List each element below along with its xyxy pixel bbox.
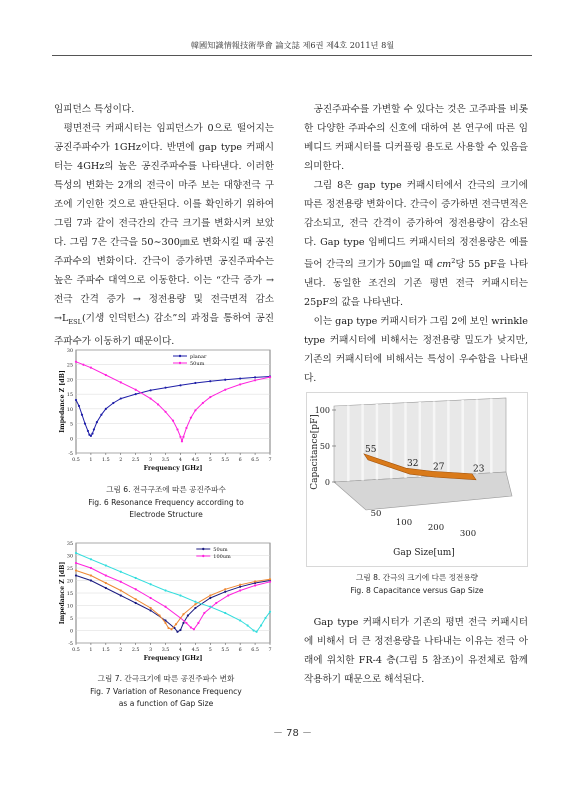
data-point — [164, 589, 166, 591]
data-point — [182, 622, 184, 624]
fig6-caption-en2: Electrode Structure — [129, 510, 203, 519]
left-paragraph-1 — [54, 119, 274, 351]
y-tick-label: -5 — [68, 642, 73, 647]
right-paragraph-1 — [304, 176, 528, 312]
data-point — [164, 387, 166, 389]
data-point — [224, 389, 226, 391]
data-point — [164, 411, 166, 413]
data-point — [75, 552, 77, 554]
data-point — [194, 601, 196, 603]
left-paragraph-1-text: 평면전극 커패시터는 임피던스가 0으로 떨어지는 공진주파수가 1GHz이다. 반면에 gap type 커패시터는 4GHz의 높은 공진주파수를 나타낸다. 이러한 특성의 변화는 2개의 전극이 마주 보는 대향전극 구조에 기인한 것으로 판단된다. 이를 확인하기 위하여 그림 7과 같이 전극간의 간극 크기를 변화시켜 보았다. 그림 7은 간극을 50∼300㎛로 변화시킬 때 공진주파수의 변화이다. 간극이 증가하면 공진주파수는 높은 주파수 대역으로 이동한다. 이는 “간극 증가 → 전극 간격 증가 → 정전용량 및 전극면적 감소→L — [54, 123, 274, 324]
x-tick-label: 2 — [119, 458, 123, 463]
y-tick-label: 5 — [69, 617, 73, 622]
data-point — [150, 583, 152, 585]
data-point — [190, 417, 192, 419]
data-point — [264, 617, 266, 619]
x-tick-label: 3 — [149, 648, 153, 653]
data-point — [120, 594, 122, 596]
data-point — [84, 422, 86, 424]
y-tick-label: 50 — [319, 442, 330, 451]
cm-unit: cm — [436, 259, 452, 271]
x-tick-label: 6.5 — [251, 458, 259, 463]
data-point — [185, 427, 187, 429]
legend-label: 100um — [213, 554, 231, 560]
y-tick-label: 25 — [66, 567, 73, 572]
x-axis-label: Gap Size[um] — [393, 548, 455, 558]
data-point — [269, 376, 271, 378]
fig6-caption — [56, 484, 276, 522]
x-tick-label: 4.5 — [191, 648, 200, 653]
left-paragraph-1-tail: (기생 인덕턴스) 감소”의 과정을 통하여 공진주파수가 이동하기 때문이다. — [54, 313, 274, 347]
y-tick-label: 20 — [66, 378, 73, 384]
x-tick-label: 7 — [268, 458, 272, 463]
x-tick-label: 2.5 — [131, 648, 140, 653]
bottom-right-text — [304, 613, 528, 689]
data-point — [91, 432, 93, 434]
x-tick-label: 2 — [119, 648, 123, 653]
fig7-gap-resonance-chart — [56, 538, 276, 670]
y-axis-label: Impedance Z [dB] — [59, 370, 66, 433]
data-point — [239, 383, 241, 385]
x-tick-label: 2.5 — [131, 458, 140, 463]
x-tick-label: 3 — [149, 458, 153, 463]
y-tick-label: 0 — [69, 437, 73, 443]
data-point — [269, 581, 271, 583]
data-point — [90, 435, 92, 437]
data-point — [224, 588, 226, 590]
page-number: － 78 － — [272, 728, 313, 739]
data-point — [254, 584, 256, 586]
data-point — [254, 580, 256, 582]
data-point — [247, 624, 249, 626]
data-point — [194, 409, 196, 411]
data-point — [181, 440, 183, 442]
data-point — [269, 578, 271, 580]
data-label: 27 — [433, 462, 445, 473]
x-tick-label: 0.5 — [72, 648, 80, 653]
data-point — [158, 614, 160, 616]
esl-subscript: ESL — [68, 317, 82, 326]
x-tick-label: 1.5 — [102, 458, 110, 463]
data-point — [78, 405, 80, 407]
data-point — [150, 389, 152, 391]
y-tick-label: 35 — [66, 542, 73, 547]
data-point — [209, 380, 211, 382]
data-point — [260, 624, 262, 626]
fig8-caption-en: Fig. 8 Capacitance versus Gap Size — [350, 585, 484, 595]
data-point — [135, 602, 137, 604]
fig6-caption-en1: Fig. 6 Resonance Frequency according to — [88, 497, 244, 507]
right-paragraph-3: Gap type 커패시터가 기존의 평면 전극 커패시터에 비해서 더 큰 정전용량을 나타내는 이유는 전극 아래에 위치한 FR-4 층(그림 5 참조)이 유전체로 함께 작용하기 때문으로 해석된다. — [304, 617, 528, 685]
y-tick-label: 20 — [66, 579, 73, 585]
data-point — [170, 628, 172, 630]
legend-marker — [179, 355, 181, 357]
data-point — [182, 613, 184, 615]
data-point — [194, 607, 196, 609]
y-tick-label: 15 — [66, 592, 73, 597]
data-point — [120, 381, 122, 383]
data-point — [105, 587, 107, 589]
right-paragraph-2: 이는 gap type 커패시터가 그림 2에 보인 wrinkle type 커패시터에 비해서는 정전용량 밀도가 낮지만, 기존의 커패시터에 비해서는 특성이 우수함을 나타낸다. — [304, 316, 528, 385]
x-tick-label: 4 — [178, 458, 182, 463]
data-point — [100, 414, 102, 416]
x-tick-label: 6.5 — [251, 648, 259, 653]
data-point — [197, 622, 199, 624]
data-point — [90, 558, 92, 560]
data-point — [75, 361, 77, 363]
data-point — [75, 399, 77, 401]
data-point — [150, 597, 152, 599]
data-point — [239, 584, 241, 586]
data-point — [176, 631, 178, 633]
right-column — [304, 100, 528, 388]
data-point — [81, 414, 83, 416]
data-point — [194, 603, 196, 605]
y-tick-label: 10 — [66, 604, 73, 610]
data-point — [224, 379, 226, 381]
data-point — [75, 569, 77, 571]
data-point — [112, 402, 114, 404]
data-point — [185, 622, 187, 624]
x-tick-label: 7 — [268, 648, 272, 653]
legend-marker — [179, 362, 181, 364]
data-point — [87, 430, 89, 432]
data-point — [239, 377, 241, 379]
fig6-resonance-chart — [56, 345, 276, 480]
data-point — [93, 428, 95, 430]
data-point — [252, 629, 254, 631]
data-point — [175, 623, 177, 625]
data-point — [105, 408, 107, 410]
left-paragraph-0: 임피던스 특성이다. — [54, 104, 135, 115]
data-point — [135, 389, 137, 391]
y-tick-label: 15 — [66, 393, 73, 399]
fig8-capacitance-3d-chart — [306, 392, 528, 567]
x-tick-label: 3.5 — [161, 648, 170, 653]
y-tick-label: 0 — [324, 478, 330, 487]
data-label: 55 — [365, 444, 377, 455]
cm-exponent: 2 — [451, 257, 456, 265]
data-point — [90, 579, 92, 581]
data-point — [227, 594, 229, 596]
journal-header: 韓國知識情報技術學會 論文誌 제6권 제4호 2011년 8월 — [190, 40, 395, 50]
data-point — [120, 581, 122, 583]
x-tick-label: 1 — [89, 648, 93, 653]
y-tick-label: 100 — [314, 406, 330, 415]
left-column — [54, 100, 274, 351]
data-point — [105, 374, 107, 376]
data-point — [209, 606, 211, 608]
data-label: 23 — [473, 464, 485, 475]
x-tick-label: 5.5 — [221, 458, 230, 463]
fig8-caption — [306, 572, 528, 597]
y-tick-label: 0 — [69, 629, 73, 635]
data-point — [96, 421, 98, 423]
data-point — [203, 612, 205, 614]
right-paragraph-1-tail: 당 55 pF을 나타낸다. 동일한 조건의 기존 평면 전극 커패시터는 25pF의 값을 나타낸다. — [304, 259, 528, 309]
data-point — [172, 420, 174, 422]
data-point — [179, 594, 181, 596]
data-point — [190, 626, 192, 628]
data-point — [269, 611, 271, 613]
fig7-caption — [56, 673, 276, 711]
fig7-caption-ko: 그림 7. 간극크기에 따른 공진주파수 변화 — [97, 674, 235, 683]
data-point — [209, 597, 211, 599]
x-tick-label: 0.5 — [72, 458, 80, 463]
plot-area — [76, 350, 270, 453]
y-tick-label: 30 — [66, 349, 73, 354]
legend-marker — [202, 555, 204, 557]
fig8-caption-ko: 그림 8. 간극의 크기에 다른 정전용량 — [355, 573, 478, 582]
y-tick-label: 10 — [66, 407, 73, 413]
data-point — [224, 591, 226, 593]
y-axis-label: Impedance Z [dB] — [59, 561, 66, 625]
legend-label: 50um — [190, 361, 205, 367]
data-point — [164, 622, 166, 624]
x-tick-label: 1.5 — [102, 648, 110, 653]
data-point — [120, 589, 122, 591]
data-point — [215, 602, 217, 604]
data-point — [150, 397, 152, 399]
data-point — [120, 397, 122, 399]
fig6-caption-ko: 그림 6. 전극구조에 따른 공진주파수 — [106, 485, 226, 494]
data-point — [75, 562, 77, 564]
x-tick-label: 5 — [208, 648, 212, 653]
data-point — [179, 384, 181, 386]
data-point — [75, 574, 77, 576]
data-point — [82, 364, 84, 366]
data-point — [239, 586, 241, 588]
fig7-caption-en2: as a function of Gap Size — [118, 699, 214, 708]
x-tick-label: 5 — [208, 458, 212, 463]
x-tick-label: 5.5 — [221, 648, 230, 653]
x-tick-label: 300 — [459, 529, 477, 539]
data-point — [239, 619, 241, 621]
data-label: 32 — [407, 459, 419, 470]
right-paragraph-0: 공진주파수를 가변할 수 있다는 것은 고주파를 비롯한 다양한 주파수의 신호에 대하여 본 연구에 따른 임베디드 커패시터를 디커플링 용도로 사용할 수 있음을 의미한다. — [304, 104, 528, 172]
x-tick-label: 6 — [238, 458, 242, 463]
x-axis-label: Frequency [GHz] — [143, 655, 203, 662]
data-point — [105, 574, 107, 576]
data-point — [135, 598, 137, 600]
data-point — [254, 376, 256, 378]
data-point — [187, 614, 189, 616]
x-tick-label: 200 — [427, 523, 445, 533]
x-tick-label: 4.5 — [191, 458, 200, 463]
x-tick-label: 50 — [370, 509, 382, 519]
data-point — [90, 367, 92, 369]
data-point — [120, 571, 122, 573]
data-point — [209, 594, 211, 596]
fig7-caption-en1: Fig. 7 Variation of Resonance Frequency — [90, 686, 242, 696]
data-point — [224, 612, 226, 614]
data-point — [239, 589, 241, 591]
data-point — [164, 606, 166, 608]
data-point — [135, 393, 137, 395]
data-point — [150, 607, 152, 609]
data-point — [167, 627, 169, 629]
data-point — [90, 567, 92, 569]
data-point — [179, 436, 181, 438]
legend-label: 50um — [213, 547, 228, 553]
data-point — [182, 436, 184, 438]
right-paragraph-1-text: 그림 8은 gap type 커패시터에서 간극의 크기에 따른 정전용량 변화이다. 간극이 증가하면 전극면적은 감소되고, 전극 간격이 증가하여 정전용량이 감소된다. Gap type 임베디드 커패시터의 정전용량은 예를 들어 간극의 크기가 50㎛일 때 — [304, 180, 528, 271]
x-tick-label: 3.5 — [161, 458, 170, 463]
legend-label: planar — [190, 354, 207, 360]
data-point — [176, 428, 178, 430]
header-rule — [52, 55, 532, 56]
data-point — [209, 396, 211, 398]
x-tick-label: 100 — [395, 518, 413, 528]
data-point — [194, 382, 196, 384]
y-tick-label: 30 — [66, 554, 73, 560]
legend-marker — [202, 548, 204, 550]
data-point — [179, 629, 181, 631]
data-point — [157, 403, 159, 405]
data-point — [135, 577, 137, 579]
x-tick-label: 1 — [89, 458, 93, 463]
data-point — [105, 582, 107, 584]
x-tick-label: 4 — [178, 648, 182, 653]
data-point — [135, 588, 137, 590]
data-point — [254, 379, 256, 381]
data-point — [150, 609, 152, 611]
x-axis-label: Frequency [GHz] — [143, 465, 203, 472]
data-point — [193, 628, 195, 630]
y-tick-label: 25 — [66, 363, 73, 369]
data-point — [90, 574, 92, 576]
y-tick-label: 5 — [69, 422, 73, 428]
y-axis-label: Capacitance[pF] — [310, 414, 320, 490]
x-tick-label: 6 — [238, 648, 242, 653]
data-point — [255, 631, 257, 633]
y-tick-label: -5 — [68, 452, 73, 457]
data-point — [202, 402, 204, 404]
data-point — [105, 564, 107, 566]
